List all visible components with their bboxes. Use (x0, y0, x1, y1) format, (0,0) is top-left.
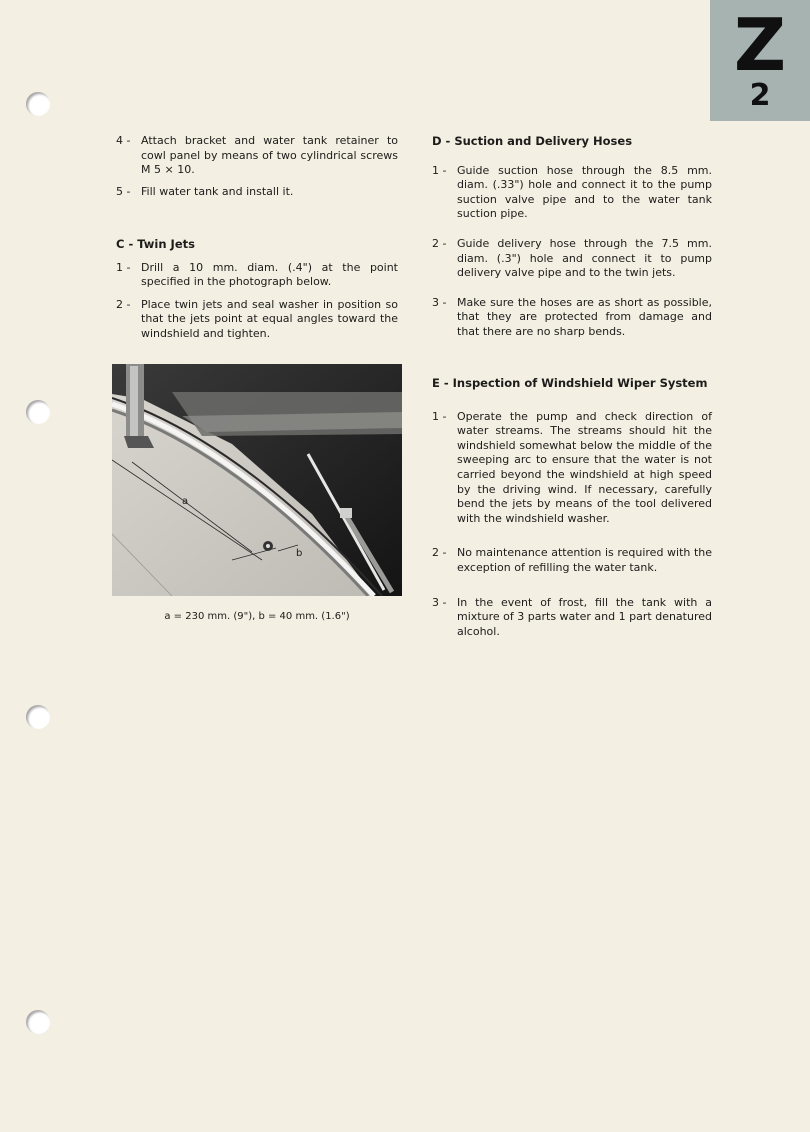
section-d (432, 134, 712, 340)
section-heading: D - Suction and Delivery Hoses (432, 134, 633, 148)
item-text: Guide suction hose through the 8.5 mm. diam. (.33") hole and connect it to the pump suction valve pipe and to the water tank suction pipe. (457, 163, 712, 221)
item-text: Drill a 10 mm. diam. (.4") at the point specified in the photograph below. (141, 260, 398, 289)
section-number: 2 (749, 78, 771, 113)
list-item (116, 261, 398, 290)
list-item (432, 410, 712, 527)
windshield-photo (112, 364, 402, 596)
item-number: 2 - (116, 297, 131, 311)
section-c (116, 237, 398, 342)
item-text: In the event of frost, fill the tank with a mixture of 3 parts water and 1 part denatured alcohol. (457, 595, 712, 638)
binder-hole (26, 705, 50, 729)
item-text: Guide delivery hose through the 7.5 mm. diam. (.3") hole and connect it to pump delivery valve pipe and to the twin jets. (457, 236, 712, 280)
item-text: Fill water tank and install it. (141, 184, 294, 198)
item-text: Attach bracket and water tank retainer to cowl panel by means of two cylindrical screws M 5 × 10. (141, 134, 398, 177)
list-item (116, 298, 398, 342)
list-item (116, 185, 398, 200)
list-item (432, 296, 712, 340)
item-number: 1 - (432, 163, 447, 177)
list-item (432, 546, 712, 575)
binder-hole (26, 400, 50, 424)
item-text: No maintenance attention is required with the exception of refilling the water tank. (457, 546, 712, 574)
figure-caption: a = 230 mm. (9"), b = 40 mm. (1.6") (164, 611, 350, 622)
item-number: 1 - (432, 409, 447, 423)
list-item (116, 134, 398, 178)
item-number: 1 - (116, 260, 131, 274)
item-number: 4 - (116, 134, 131, 147)
dimension-label-a: a (182, 496, 189, 507)
item-number: 2 - (432, 546, 447, 560)
item-number: 2 - (432, 236, 447, 250)
binder-hole (26, 92, 50, 116)
item-number: 5 - (116, 184, 131, 198)
section-letter: Z (733, 3, 787, 87)
section-e (432, 376, 712, 639)
section-tab (710, 0, 810, 121)
binder-hole (26, 1010, 50, 1034)
section-heading: E - Inspection of Windshield Wiper System (432, 376, 708, 390)
item-number: 3 - (432, 295, 447, 309)
item-text: Place twin jets and seal washer in position so that the jets point at equal angles toward the windshield and tighten. (141, 297, 398, 340)
list-item (432, 164, 712, 222)
list-item (432, 237, 712, 281)
item-text: Make sure the hoses are as short as possible, that they are protected from damage and that there are no sharp bends. (457, 295, 712, 338)
item-text: Operate the pump and check direction of water streams. The streams should hit the windshield somewhat below the middle of the sweeping arc to ensure that the water is not carried beyond the windshield at high speed by the driving wind. If necessary, carefully bend the jets by means of the tool delivered with the windshield washer. (457, 409, 712, 525)
section-heading: C - Twin Jets (116, 237, 195, 251)
list-item (432, 596, 712, 640)
dimension-label-b: b (296, 548, 303, 559)
left-top-items (116, 134, 398, 199)
item-number: 3 - (432, 595, 447, 609)
